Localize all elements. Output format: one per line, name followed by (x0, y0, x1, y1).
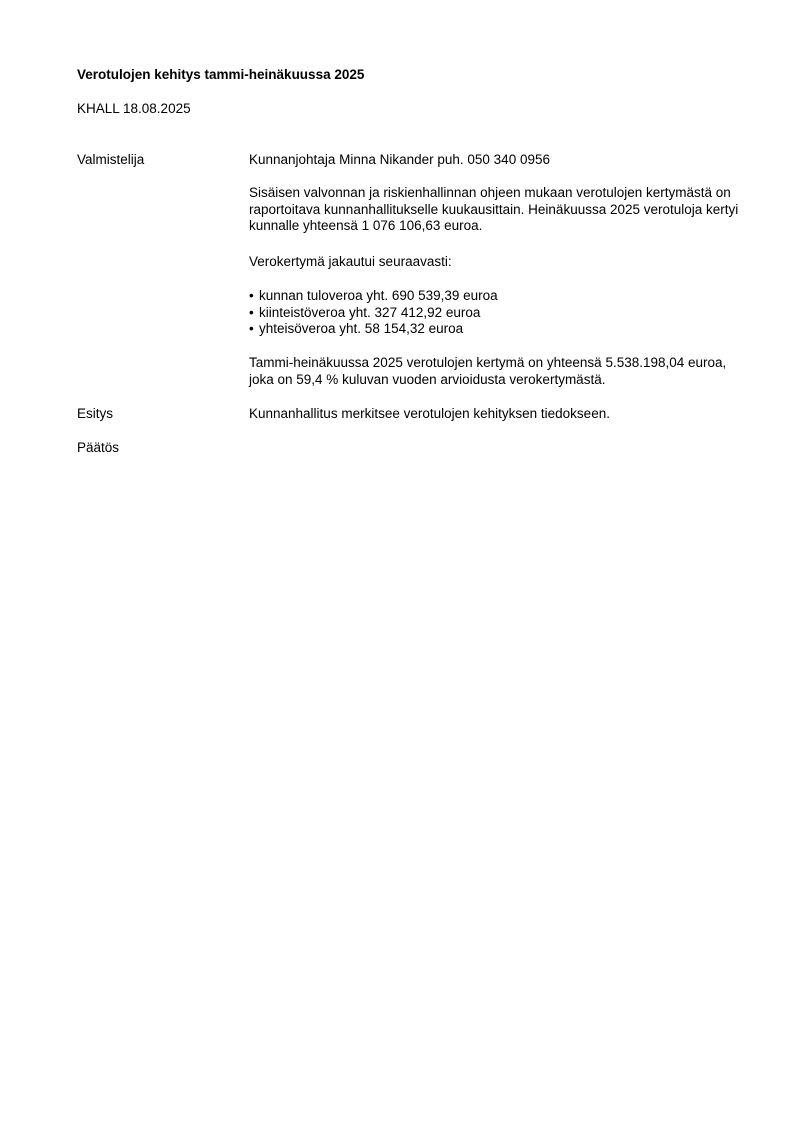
list-item-text: yhteisöveroa yht. 58 154,32 euroa (259, 321, 464, 336)
list-item-text: kiinteistöveroa yht. 327 412,92 euroa (259, 304, 481, 320)
esitys-label: Esitys (77, 406, 114, 421)
document-title: Verotulojen kehitys tammi-heinäkuussa 2025 (77, 67, 365, 82)
distribution-intro-text: Verokertymä jakautui seuraavasti: (249, 254, 452, 269)
cumulative-summary-text: Tammi-heinäkuussa 2025 verotulojen kertymä on yhteensä 5.538.198,04 euroa, joka on 59,4 % kuluvan vuoden arvioidusta verokertymästä. (249, 355, 727, 387)
list-item (249, 321, 739, 338)
bullet-icon: • (249, 321, 254, 336)
paatos-label: Päätös (77, 440, 120, 455)
list-item (249, 288, 739, 305)
esitys-text: Kunnanhallitus merkitsee verotulojen kehityksen tiedokseen. (249, 406, 610, 421)
list-item-text: kunnan tuloveroa yht. 690 539,39 euroa (259, 288, 498, 303)
distribution-intro (249, 254, 739, 271)
report-paragraph (249, 185, 739, 235)
bullet-icon: • (249, 304, 254, 320)
meeting-reference: KHALL 18.08.2025 (77, 101, 191, 116)
bullet-icon: • (249, 288, 254, 303)
esitys-content (249, 406, 739, 423)
cumulative-summary (249, 355, 739, 388)
report-paragraph-text: Sisäisen valvonnan ja riskienhallinnan ohjeen mukaan verotulojen kertymästä on raportoitava kunnanhallitukselle kuukausittain. Heinäkuussa 2025 verotuloja kertyi kunnalle yhteensä 1 076 106,63 euroa. (249, 185, 739, 233)
tax-breakdown-list (249, 288, 739, 338)
preparer-line: Kunnanjohtaja Minna Nikander puh. 050 340 0956 (249, 152, 550, 167)
valmistelija-content (249, 152, 739, 169)
valmistelija-label: Valmistelija (77, 152, 145, 167)
list-item (249, 305, 739, 322)
